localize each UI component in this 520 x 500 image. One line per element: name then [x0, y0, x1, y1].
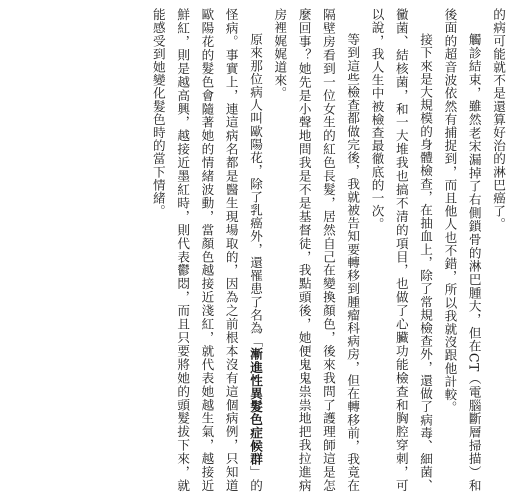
paragraph: 等到這些檢查都做完後，我就被告知要轉移到腫瘤科病房，但在轉移前，我竟在隔壁房看到一位女生的紅色長髮，居然自己在變換顏色，後來我問了護理師這是怎麼回事？她先是小聲地問我是不是基督徒，我點頭後，她便鬼鬼祟祟地把我拉進病房裡娓娓道來。 [272, 8, 361, 492]
paragraph: 觸診結束，雖然老宋漏掉了右側鎖骨的淋巴腫大，但在CT（電腦斷層掃描）和後面的超音波依然有捕捉到，而且他人也不錯，所以我就沒跟他計較。 [442, 8, 482, 492]
paragraph: 的病可能就不是還算好治的淋巴癌了。 [491, 8, 506, 231]
vertical-text-body [118, 8, 510, 492]
paragraph: 接下來是大規模的身體檢查，在抽血上，除了常規檢查外，還做了病毒、細菌、黴菌、結核菌，和一大堆我也搞不清的項目，也做了心臟功能檢查和胸腔穿刺，可以說，我人生中被檢查最徹底的一次。 [369, 8, 434, 492]
disease-name-bold: 漸進性異髮色症候群 [248, 347, 264, 466]
paragraph-text: 原來那位病人叫歐陽花，除了乳癌外，還罹患了名為「 [248, 33, 264, 348]
paragraph [146, 8, 267, 492]
paragraph-text: 」的怪病。事實上，連這病名都是醫生現場取的，因為之前根本沒有這個病例，只知道歐陽花的髮色會隨著她的情緒波動，當顏色越接近淺紅，就代表她越生氣，越接近鮮紅，則是越高興，越接近墨紅時，則代表鬱悶，而且只要將她的頭髮拔下來，就能感受到她變化髮色時的當下情緒。 [150, 8, 264, 492]
